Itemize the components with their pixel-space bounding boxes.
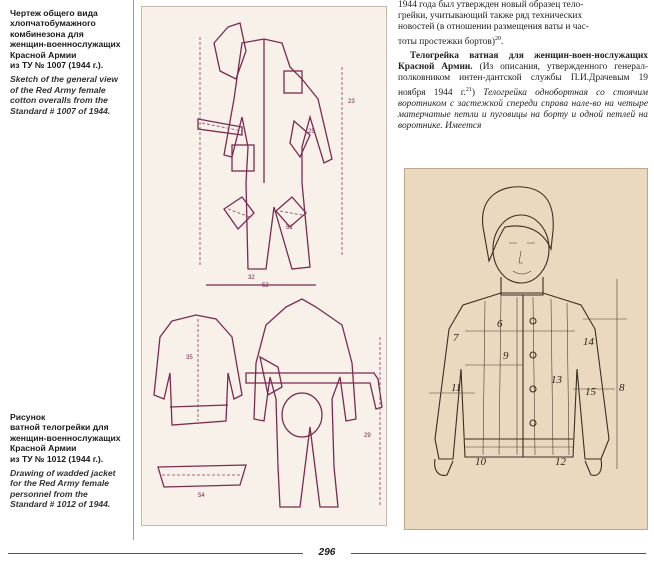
svg-text:14: 14 [583, 336, 594, 348]
svg-text:15: 15 [585, 386, 596, 398]
article-para-2: Телогрейка ватная для женщин-воен-нослужащих Красной Армии. (Из описания, утвержденного генерал-полковником интен-дантской службы П.И.Драчевым 19 ноября 1944 г.$^{21}$) Телогрейка однобортная со стоячим воротником с застежкой спереди справа нале-во на четыре матерчатые петли и пуговицы на борту и одной петлей на воротнике. Имеется [398, 50, 649, 132]
overalls-technical-drawing [141, 6, 387, 526]
overalls-sketch [142, 7, 388, 527]
wadded-jacket-illustration [404, 168, 648, 530]
jacket-drawing [405, 169, 649, 531]
svg-text:13: 13 [551, 374, 562, 386]
caption-jacket-ru: Рисунок ватной телогрейки для женщин-военнослужащих Красной Армии из ТУ № 1012 (1944 г.). [10, 412, 121, 464]
article-heading: Телогрейка ватная для женщин-воен-нослужащих Красной Армии. [398, 50, 648, 73]
svg-text:10: 10 [475, 456, 486, 468]
footer-rule-left [8, 553, 303, 554]
svg-text:51: 51 [286, 225, 293, 231]
column-divider [133, 0, 134, 540]
article-text [398, 0, 648, 135]
svg-text:8: 8 [619, 382, 625, 394]
svg-text:9: 9 [503, 350, 509, 362]
svg-text:35: 35 [186, 355, 193, 361]
page-number: 296 [318, 547, 336, 558]
svg-text:11: 11 [451, 382, 462, 394]
article-para-1: 1944 года был утвержден новый образец тело- грейки, учитывающий также ряд технических новостей (в отношении размещения ваты и час- тоты простежки бортов)$^{20}$. [398, 0, 589, 47]
svg-text:32: 32 [248, 275, 255, 281]
svg-text:7: 7 [453, 332, 459, 344]
svg-text:29: 29 [364, 433, 371, 439]
svg-text:12: 12 [555, 456, 566, 468]
svg-text:54: 54 [198, 493, 205, 499]
caption-overalls [10, 8, 128, 116]
footer-rule-right [351, 553, 646, 554]
caption-overalls-en: Sketch of the general view of the Red Army female cotton overalls from the Standard # 1007 of 1944. [10, 74, 118, 116]
svg-text:52: 52 [262, 283, 269, 289]
caption-jacket-en: Drawing of wadded jacket for the Red Army female personnel from the Standard # 1012 of 1944. [10, 468, 116, 510]
svg-text:6: 6 [497, 318, 503, 330]
caption-overalls-ru: Чертеж общего вида хлопчатобумажного комбинезона для женщин-военнослужащих Красной Армии из ТУ № 1007 (1944 г.). [10, 8, 121, 71]
svg-text:25: 25 [308, 129, 315, 135]
caption-jacket [10, 412, 128, 510]
svg-text:23: 23 [348, 99, 355, 105]
